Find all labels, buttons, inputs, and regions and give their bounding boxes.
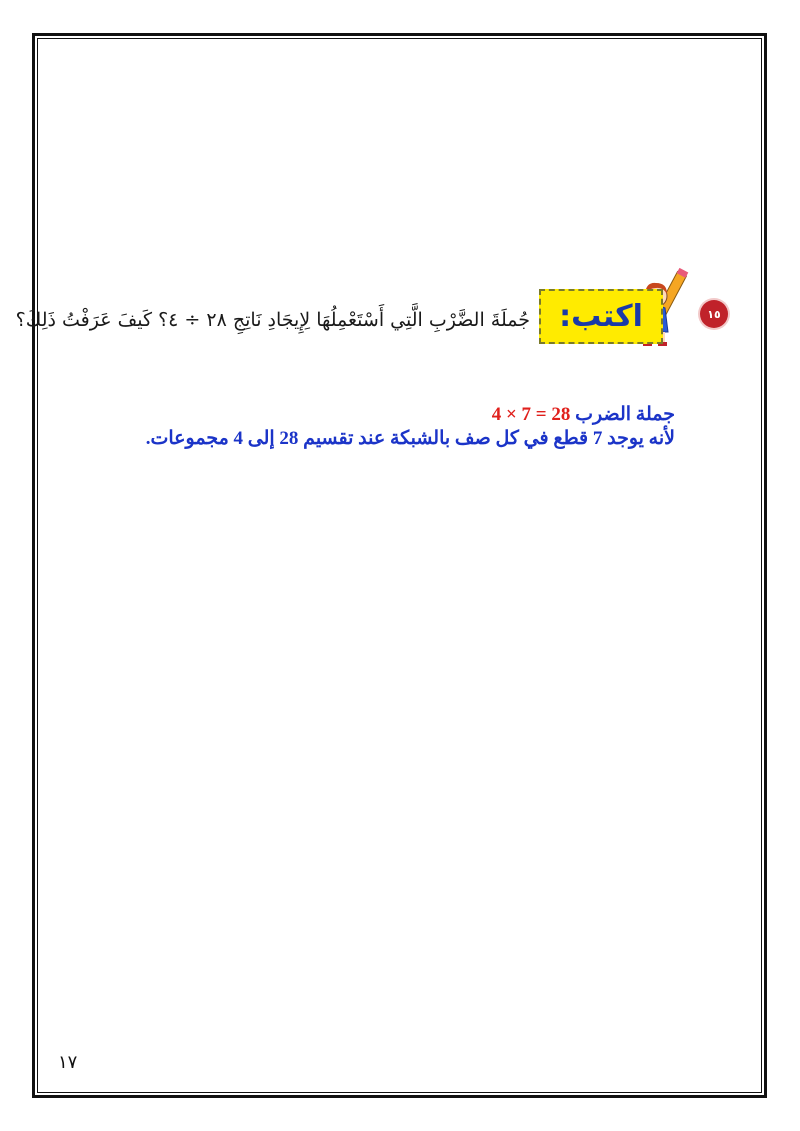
answer-prefix: جملة الضرب	[575, 404, 675, 425]
question-text: جُملَةَ الضَّرْبِ الَّتِي أَسْتَعْمِلُهَا لِإِيجَادِ نَاتِجِ ٢٨ ÷ ٤؟ كَيفَ عَرَفْتُ ذَلِكَ؟	[15, 309, 530, 331]
answer-line-1	[120, 403, 675, 427]
question-number-badge: ١٥	[700, 300, 728, 328]
answer-line-2: لأنه يوجد 7 قطع في كل صف بالشبكة عند تقسيم 28 إلى 4 مجموعات.	[145, 428, 675, 449]
page-number: ١٧	[58, 1052, 78, 1073]
write-label: اكتب:	[539, 289, 663, 344]
answer-equation: 4 × 7 = 28	[491, 404, 571, 425]
answer-block	[120, 403, 675, 451]
page-border-inner	[15, 38, 762, 1093]
